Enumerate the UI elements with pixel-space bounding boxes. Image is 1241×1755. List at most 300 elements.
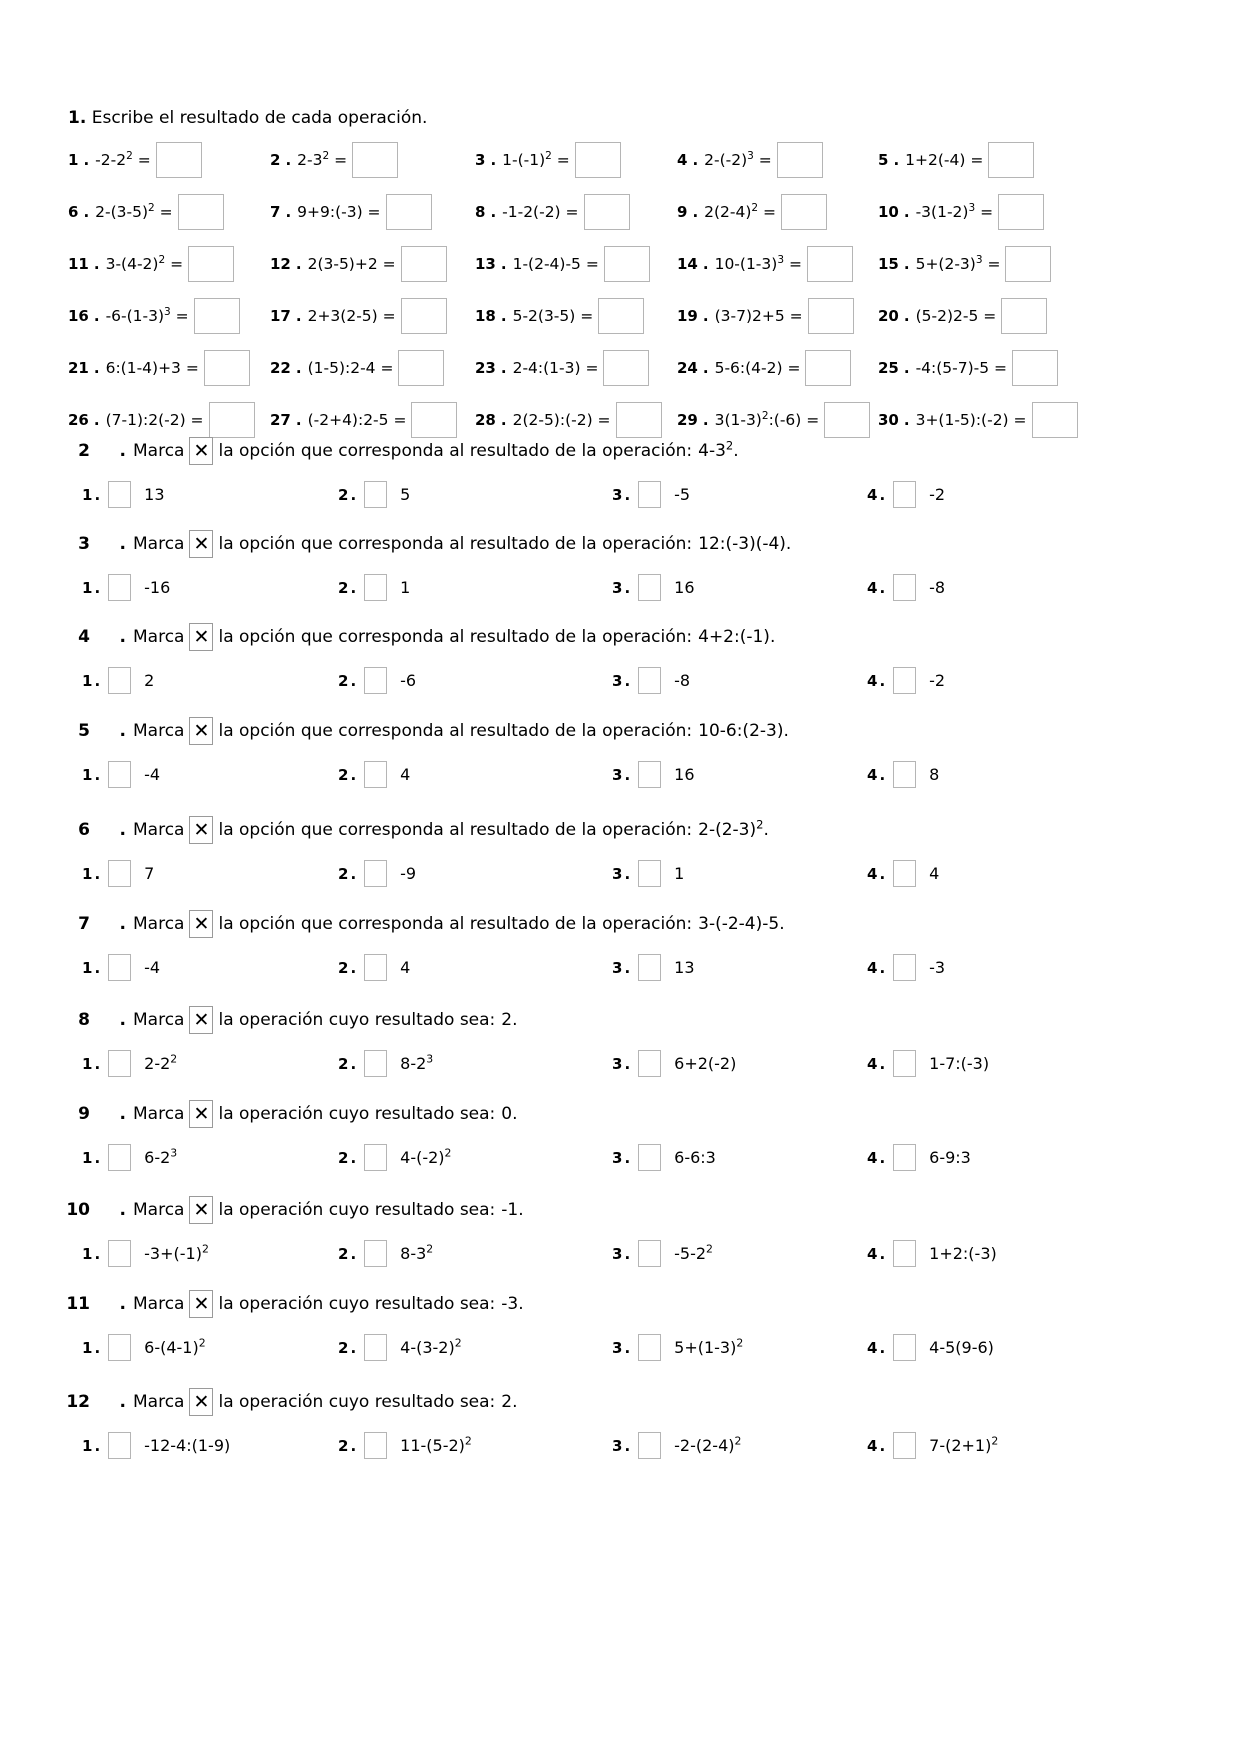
option-checkbox[interactable]	[638, 860, 661, 887]
expression-tail: =	[782, 359, 801, 377]
option-checkbox[interactable]	[108, 1050, 131, 1077]
question-number: 2	[78, 441, 90, 461]
option[interactable]	[82, 574, 338, 601]
expression-tail: =	[388, 411, 407, 429]
option-number: 2	[338, 1244, 349, 1263]
answer-input-box[interactable]	[401, 246, 447, 282]
option-label	[929, 958, 945, 977]
expression-tail: =	[377, 307, 396, 325]
target-base: 4+2:(-1)	[698, 627, 770, 647]
option-number: 3	[612, 1054, 623, 1073]
option[interactable]	[612, 954, 867, 981]
target-tail: .	[512, 1010, 518, 1030]
answer-input-box[interactable]	[584, 194, 630, 230]
option-checkbox[interactable]	[364, 481, 387, 508]
option[interactable]	[612, 574, 867, 601]
option-label	[144, 485, 164, 504]
option-number-dot: .	[350, 1054, 357, 1073]
option-base: 2-2	[144, 1054, 171, 1073]
item-number: 5	[878, 151, 889, 169]
item-number-dot: .	[93, 359, 100, 377]
option-label	[929, 578, 945, 597]
question-number: 4	[78, 627, 90, 647]
expression-base: 5+(2-3)	[915, 255, 976, 273]
option-number: 1	[82, 1436, 93, 1455]
exercise-1-heading: 1. Escribe el resultado de cada operación.	[68, 108, 428, 128]
expression-tail: =	[975, 203, 994, 221]
option-checkbox[interactable]	[893, 860, 916, 887]
item-number: 17	[270, 307, 291, 325]
option-base: 7	[144, 864, 155, 883]
item-expression	[308, 255, 396, 273]
expression-base: -4:(5-7)-5	[915, 359, 990, 377]
exercise-1	[68, 108, 1168, 438]
option[interactable]	[867, 954, 1117, 981]
option-exponent: 3	[170, 1146, 178, 1160]
option-base: -2-(2-4)	[674, 1436, 735, 1455]
expression-base: 2+3(2-5)	[307, 307, 378, 325]
option[interactable]	[867, 1050, 1117, 1077]
x-mark-icon: ✕	[189, 437, 213, 465]
option[interactable]	[82, 667, 338, 694]
option[interactable]	[612, 1050, 867, 1077]
option-checkbox[interactable]	[108, 481, 131, 508]
option-number-dot: .	[624, 1436, 631, 1455]
answer-input-box[interactable]	[1032, 402, 1078, 438]
item-expression	[106, 359, 199, 377]
option-label	[674, 1244, 713, 1263]
option-number: 4	[867, 1054, 878, 1073]
question-target-expression	[501, 1199, 523, 1221]
answer-input-box[interactable]	[411, 402, 457, 438]
answer-input-box[interactable]	[575, 142, 621, 178]
option-checkbox[interactable]	[893, 761, 916, 788]
option-label	[674, 578, 694, 597]
item-expression	[106, 411, 204, 429]
option-number-dot: .	[94, 864, 101, 883]
question-target-expression	[698, 819, 769, 841]
expression-tail: =	[165, 255, 184, 273]
question-block	[60, 1006, 1180, 1077]
answer-input-box[interactable]	[204, 350, 250, 386]
exercise-1-item	[878, 142, 1078, 178]
option-number-dot: .	[879, 1338, 886, 1357]
question-block	[60, 1290, 1180, 1361]
option-number: 3	[612, 864, 623, 883]
answer-input-box[interactable]	[808, 298, 854, 334]
item-expression	[513, 359, 599, 377]
option[interactable]	[612, 481, 867, 508]
option-label	[929, 1338, 994, 1357]
option-checkbox[interactable]	[638, 1334, 661, 1361]
option-base: -2	[929, 671, 946, 690]
option-base: 6-9:3	[929, 1148, 971, 1167]
target-tail: .	[779, 914, 785, 934]
option-base: 2	[144, 671, 155, 690]
option-label	[400, 1436, 472, 1455]
option-base: 1	[400, 578, 411, 597]
target-tail: .	[512, 1104, 518, 1124]
option-checkbox[interactable]	[108, 860, 131, 887]
option-checkbox[interactable]	[108, 761, 131, 788]
option-checkbox[interactable]	[364, 667, 387, 694]
option-checkbox[interactable]	[638, 1432, 661, 1459]
option-label	[674, 1436, 741, 1455]
exercise-1-item	[68, 246, 270, 282]
expression-base: 1-(-1)	[502, 151, 546, 169]
question-heading	[60, 1100, 1180, 1128]
answer-input-box[interactable]	[194, 298, 240, 334]
item-number: 28	[475, 411, 496, 429]
option-checkbox[interactable]	[893, 1432, 916, 1459]
option[interactable]	[82, 954, 338, 981]
answer-input-box[interactable]	[805, 350, 851, 386]
item-number-dot: .	[93, 411, 100, 429]
answer-input-box[interactable]	[1005, 246, 1051, 282]
option[interactable]	[612, 1432, 867, 1459]
exercise-1-item	[270, 246, 475, 282]
option-number: 3	[612, 1436, 623, 1455]
option-number-dot: .	[350, 1338, 357, 1357]
expression-exponent: 3	[975, 253, 983, 266]
answer-input-box[interactable]	[777, 142, 823, 178]
expression-base: -6-(1-3)	[105, 307, 165, 325]
option-checkbox[interactable]	[893, 1050, 916, 1077]
item-number-dot: .	[903, 411, 910, 429]
option-checkbox[interactable]	[364, 1432, 387, 1459]
option[interactable]	[338, 1144, 612, 1171]
option-checkbox[interactable]	[108, 1144, 131, 1171]
option-checkbox[interactable]	[893, 481, 916, 508]
question-number-dot: .	[119, 441, 126, 461]
answer-input-box[interactable]	[616, 402, 662, 438]
option-number: 4	[867, 1244, 878, 1263]
answer-input-box[interactable]	[598, 298, 644, 334]
expression-exponent: 2	[761, 409, 769, 422]
expression-exponent: 3	[968, 201, 976, 214]
expression-base: 5-2(3-5)	[512, 307, 576, 325]
item-number: 4	[677, 151, 688, 169]
option-label	[929, 864, 939, 883]
option[interactable]	[338, 481, 612, 508]
option-number-dot: .	[350, 485, 357, 504]
option-checkbox[interactable]	[364, 954, 387, 981]
option[interactable]	[867, 667, 1117, 694]
expression-tail: =	[170, 307, 189, 325]
option-checkbox[interactable]	[108, 1432, 131, 1459]
option-row	[82, 574, 1180, 601]
answer-input-box[interactable]	[352, 142, 398, 178]
option-base: -3+(-1)	[144, 1244, 202, 1263]
option-base: 4-(-2)	[400, 1148, 445, 1167]
option-number: 1	[82, 765, 93, 784]
option-base: 1-7:(-3)	[929, 1054, 990, 1073]
expression-exponent: 2	[148, 201, 155, 214]
option[interactable]	[867, 574, 1117, 601]
option-checkbox[interactable]	[364, 574, 387, 601]
expression-tail: :(-6) =	[768, 411, 820, 429]
question-block	[60, 910, 1180, 981]
option-label	[400, 1054, 433, 1073]
expression-base: (1-5):2-4	[307, 359, 376, 377]
answer-input-box[interactable]	[807, 246, 853, 282]
option[interactable]	[82, 1050, 338, 1077]
option[interactable]	[338, 954, 612, 981]
option-base: 4	[400, 765, 411, 784]
expression-base: (7-1):2(-2)	[105, 411, 186, 429]
item-number-dot: .	[893, 151, 900, 169]
answer-input-box[interactable]	[156, 142, 202, 178]
option-number-dot: .	[94, 1436, 101, 1455]
question-text: la operación cuyo resultado sea:	[218, 1392, 496, 1412]
option[interactable]	[338, 761, 612, 788]
option[interactable]	[338, 574, 612, 601]
item-number: 7	[270, 203, 281, 221]
option-number: 1	[82, 578, 93, 597]
exercise-1-row	[68, 402, 1168, 438]
option[interactable]	[82, 761, 338, 788]
option-label	[929, 1054, 989, 1073]
option-label	[929, 1148, 971, 1167]
option-exponent: 2	[170, 1052, 178, 1066]
exercise-1-item	[68, 194, 270, 230]
option-number: 1	[82, 1148, 93, 1167]
option-base: -6	[400, 671, 417, 690]
option-checkbox[interactable]	[893, 574, 916, 601]
question-heading	[60, 910, 1180, 938]
option-label	[674, 1338, 743, 1357]
exercise-1-item	[677, 350, 878, 386]
option-label	[144, 1054, 177, 1073]
option-label	[674, 864, 684, 883]
expression-base: 6:(1-4)+3	[105, 359, 181, 377]
option-label	[674, 485, 690, 504]
question-number-dot: .	[119, 1200, 126, 1220]
option-exponent: 2	[706, 1242, 713, 1256]
item-expression	[95, 203, 173, 221]
option-label	[400, 578, 410, 597]
option-checkbox[interactable]	[364, 1334, 387, 1361]
option[interactable]	[612, 667, 867, 694]
option-checkbox[interactable]	[893, 667, 916, 694]
expression-base: 3+(1-5):(-2)	[915, 411, 1009, 429]
expression-exponent: 2	[158, 253, 166, 266]
answer-input-box[interactable]	[398, 350, 444, 386]
item-number: 29	[677, 411, 698, 429]
option-number-dot: .	[350, 1244, 357, 1263]
option[interactable]	[338, 1050, 612, 1077]
item-expression	[308, 411, 407, 429]
option-checkbox[interactable]	[364, 761, 387, 788]
x-mark-icon: ✕	[189, 717, 213, 745]
option-checkbox[interactable]	[638, 1144, 661, 1171]
item-number-dot: .	[702, 359, 709, 377]
option[interactable]	[867, 761, 1117, 788]
option[interactable]	[612, 1334, 867, 1361]
option-number-dot: .	[94, 1148, 101, 1167]
option-label	[929, 485, 945, 504]
answer-input-box[interactable]	[824, 402, 870, 438]
answer-input-box[interactable]	[1001, 298, 1047, 334]
option-checkbox[interactable]	[638, 1050, 661, 1077]
answer-input-box[interactable]	[604, 246, 650, 282]
answer-input-box[interactable]	[781, 194, 827, 230]
option-label	[929, 765, 939, 784]
option-label	[674, 958, 694, 977]
expression-tail: =	[154, 203, 173, 221]
option-checkbox[interactable]	[364, 860, 387, 887]
option-checkbox[interactable]	[893, 1334, 916, 1361]
option[interactable]	[338, 1432, 612, 1459]
exercise-1-item	[270, 142, 475, 178]
option-checkbox[interactable]	[108, 667, 131, 694]
option-number: 1	[82, 485, 93, 504]
item-number-dot: .	[692, 203, 699, 221]
target-tail: .	[785, 534, 792, 554]
marca-label: Marca	[133, 627, 185, 647]
expression-base: 2-(3-5)	[95, 203, 149, 221]
answer-input-box[interactable]	[401, 298, 447, 334]
question-text: la opción que corresponda al resultado de la operación:	[218, 820, 693, 840]
exercise-1-row	[68, 142, 1168, 178]
item-number: 16	[68, 307, 89, 325]
option-checkbox[interactable]	[108, 1240, 131, 1267]
option-number: 1	[82, 671, 93, 690]
option-number-dot: .	[624, 1338, 631, 1357]
option[interactable]	[338, 667, 612, 694]
item-number-dot: .	[295, 307, 302, 325]
question-heading	[60, 1006, 1180, 1034]
target-base: 0	[501, 1104, 513, 1124]
option[interactable]	[82, 1432, 338, 1459]
exercise-1-item	[68, 298, 270, 334]
option[interactable]	[82, 1240, 338, 1267]
answer-input-box[interactable]	[209, 402, 255, 438]
option-exponent: 3	[426, 1052, 434, 1066]
expression-base: 3(1-3)	[714, 411, 762, 429]
option-base: 4-(3-2)	[400, 1338, 455, 1357]
option-checkbox[interactable]	[364, 1144, 387, 1171]
option-number-dot: .	[879, 485, 886, 504]
expression-base: 3-(4-2)	[105, 255, 159, 273]
item-expression	[905, 151, 983, 169]
expression-tail: =	[580, 255, 599, 273]
option[interactable]	[612, 1240, 867, 1267]
option[interactable]	[82, 1334, 338, 1361]
x-mark-icon: ✕	[189, 1100, 213, 1128]
expression-exponent: 2	[126, 149, 133, 162]
question-heading	[60, 623, 1180, 651]
option-base: 1	[674, 864, 685, 883]
item-number-dot: .	[83, 203, 90, 221]
answer-input-box[interactable]	[603, 350, 649, 386]
option[interactable]	[867, 1240, 1117, 1267]
question-number: 7	[78, 914, 90, 934]
answer-input-box[interactable]	[188, 246, 234, 282]
option-checkbox[interactable]	[893, 1144, 916, 1171]
option[interactable]	[867, 1144, 1117, 1171]
option-checkbox[interactable]	[108, 1334, 131, 1361]
expression-base: -1-2(-2)	[502, 203, 561, 221]
option-exponent: 2	[198, 1336, 206, 1350]
option-label	[144, 1338, 206, 1357]
option-checkbox[interactable]	[108, 954, 131, 981]
option-checkbox[interactable]	[638, 761, 661, 788]
option-base: 6-6:3	[674, 1148, 716, 1167]
option[interactable]	[82, 1144, 338, 1171]
target-exponent: 2	[756, 817, 764, 832]
option-label	[400, 1338, 462, 1357]
option[interactable]	[867, 1432, 1117, 1459]
expression-tail: =	[132, 151, 151, 169]
option-checkbox[interactable]	[638, 667, 661, 694]
exercise-1-item	[68, 402, 270, 438]
option-number: 4	[867, 671, 878, 690]
option-base: 8	[929, 765, 940, 784]
option[interactable]	[867, 860, 1117, 887]
question-number-dot: .	[119, 534, 126, 554]
option-number: 3	[612, 1244, 623, 1263]
option-checkbox[interactable]	[364, 1050, 387, 1077]
target-base: 12:(-3)(-4)	[698, 534, 786, 554]
option[interactable]	[82, 481, 338, 508]
exercise-1-item	[677, 298, 878, 334]
option[interactable]	[338, 860, 612, 887]
item-number: 10	[878, 203, 899, 221]
answer-input-box[interactable]	[988, 142, 1034, 178]
option[interactable]	[612, 761, 867, 788]
option[interactable]	[867, 481, 1117, 508]
option-checkbox[interactable]	[638, 574, 661, 601]
answer-input-box[interactable]	[386, 194, 432, 230]
expression-tail: =	[560, 203, 579, 221]
option[interactable]	[867, 1334, 1117, 1361]
answer-input-box[interactable]	[998, 194, 1044, 230]
option[interactable]	[338, 1240, 612, 1267]
x-mark-icon: ✕	[189, 1290, 213, 1318]
option-checkbox[interactable]	[364, 1240, 387, 1267]
option-checkbox[interactable]	[893, 954, 916, 981]
option-checkbox[interactable]	[893, 1240, 916, 1267]
option-number: 3	[612, 1148, 623, 1167]
marca-label: Marca	[133, 914, 185, 934]
option[interactable]	[612, 860, 867, 887]
option-number: 3	[612, 671, 623, 690]
option[interactable]	[612, 1144, 867, 1171]
option-label	[674, 765, 694, 784]
answer-input-box[interactable]	[1012, 350, 1058, 386]
option-checkbox[interactable]	[638, 481, 661, 508]
option-number-dot: .	[879, 1244, 886, 1263]
option-label	[144, 864, 154, 883]
x-mark-icon: ✕	[189, 623, 213, 651]
item-number: 15	[878, 255, 899, 273]
option[interactable]	[338, 1334, 612, 1361]
option-row	[82, 860, 1180, 887]
target-base: 2	[501, 1010, 513, 1030]
option-label	[674, 1148, 716, 1167]
option-number: 1	[82, 958, 93, 977]
option-checkbox[interactable]	[108, 574, 131, 601]
option-checkbox[interactable]	[638, 954, 661, 981]
expression-exponent: 2	[322, 149, 330, 162]
expression-base: -3(1-2)	[915, 203, 969, 221]
option[interactable]	[82, 860, 338, 887]
option-checkbox[interactable]	[638, 1240, 661, 1267]
question-number-dot: .	[119, 627, 126, 647]
item-number: 26	[68, 411, 89, 429]
answer-input-box[interactable]	[178, 194, 224, 230]
